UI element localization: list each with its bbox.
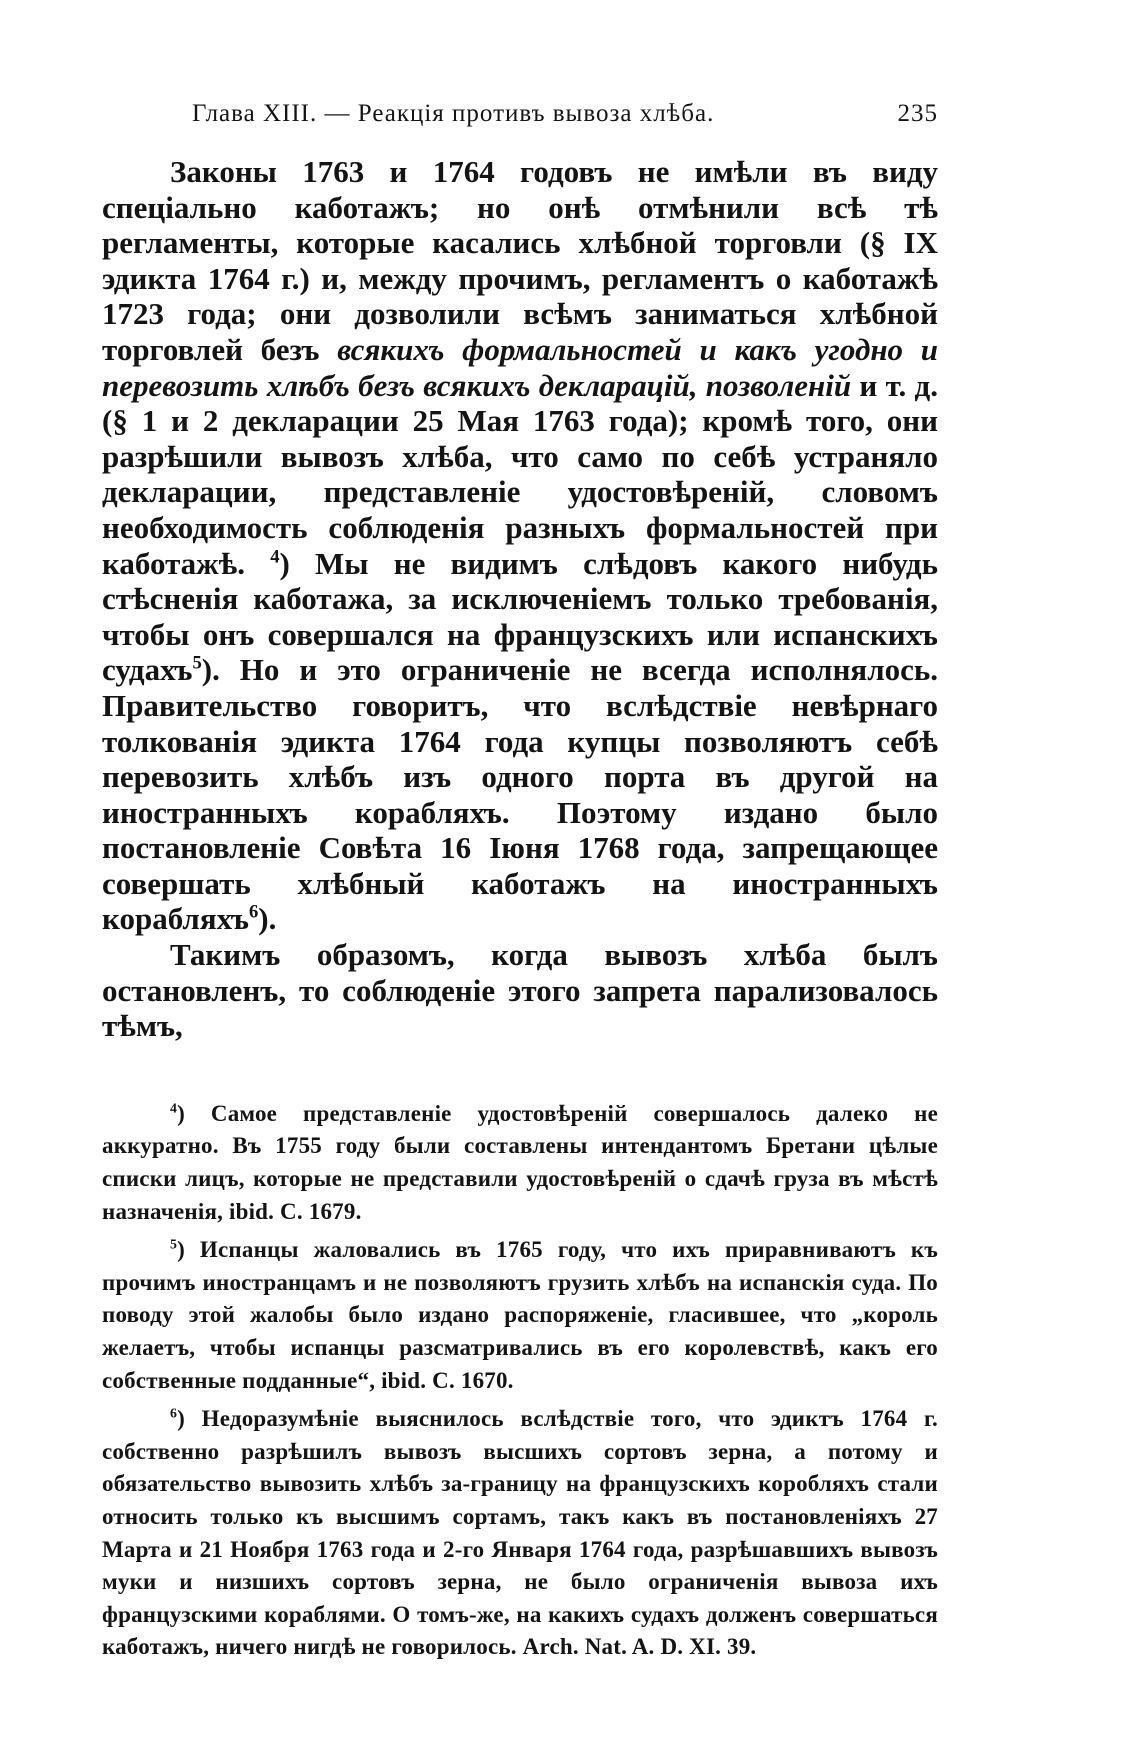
footnote-marker: 4 [170, 1100, 178, 1116]
paragraph-1 [102, 154, 938, 937]
book-page [102, 100, 938, 1670]
paragraph-2: Такимъ образомъ, когда вывозъ хлѣба былъ остановленъ, то соблюденіе этого запрета парализовалось тѣмъ, [102, 937, 938, 1044]
chapter-title: Глава XIII. — Реакція противъ вывоза хлѣба. [192, 100, 715, 127]
main-text [102, 154, 938, 1044]
paragraph-1-part-1: Законы 1763 и 1764 годовъ не имѣли въ виду спеціально каботажъ; но онѣ отмѣнили всѣ тѣ регламенты, которые касались хлѣбной торговли (§ IX эдикта 1764 г.) и, между прочимъ, регламентъ о каботажѣ 1723 года; они дозволили всѣмъ заниматься хлѣбной торговлей безъ [102, 154, 938, 367]
footnote-ref-4: 4 [270, 546, 280, 568]
footnote-marker: 5 [170, 1236, 178, 1252]
footnote-ref-6: 6 [248, 902, 259, 924]
footnote-ref-5: 5 [192, 652, 202, 674]
paragraph-1-part-5: ). [258, 901, 277, 937]
footnotes [102, 1098, 938, 1664]
footnote-text: ) Недоразумѣніе выяснилось вслѣдствіе того, что эдиктъ 1764 г. собственно разрѣшилъ вывозъ высшихъ сортовъ зерна, а потому и обязательство вывозить хлѣбъ за-границу на французскихъ коробляхъ стали относить только къ высшимъ сортамъ, такъ какъ въ постановленіяхъ 27 Марта и 21 Ноября 1763 года и 2-го Января 1764 года, разрѣшавшихъ вывозъ муки и низшихъ сортовъ зерна, не было ограниченія вывоза ихъ французскими кораблями. О томъ-же, на какихъ судахъ долженъ совершаться каботажъ, ничего нигдѣ не говорилось. Arch. Nat. A. D. XI. 39. [102, 1406, 938, 1660]
footnote-text: ) Самое представленіе удостовѣреній совершалось далеко не аккуратно. Въ 1755 году были составлены интендантомъ Бретани цѣлые списки лицъ, которые не представили удостовѣреній о сдачѣ груза въ мѣстѣ назначенія, ibid. C. 1679. [102, 1100, 938, 1224]
page-number: 235 [897, 100, 938, 127]
footnote-5 [102, 1234, 938, 1397]
italic-phrase: всякихъ формальностей и какъ угодно и перевозить хлѣбъ безъ всякихъ декларацій, позволеній [102, 331, 938, 403]
footnote-text: ) Испанцы жаловались въ 1765 году, что ихъ приравниваютъ къ прочимъ иностранцамъ и не позволяютъ грузить хлѣбъ на испанскія суда. По поводу этой жалобы было издано распоряженіе, гласившее, что „король желаетъ, чтобы испанцы разсматривались въ его королевствѣ, какъ его собственные подданные“, ibid. C. 1670. [102, 1237, 938, 1393]
footnote-4 [102, 1098, 938, 1228]
running-header [102, 100, 938, 144]
footnote-6 [102, 1403, 938, 1664]
footnote-marker: 6 [170, 1405, 178, 1421]
paragraph-1-part-4: ). Но и это ограниченіе не всегда исполнялось. Правительство говоритъ, что вслѣдствіе невѣрнаго толкованія эдикта 1764 года купцы позволяютъ себѣ перевозить хлѣбъ изъ одного порта въ другой на иностранныхъ корабляхъ. Поэтому издано было постановленіе Совѣта 16 Іюня 1768 года, запрещающее совершать хлѣбный каботажъ на иностранныхъ корабляхъ [102, 652, 938, 937]
paragraph-1-part-3: ) Мы не видимъ слѣдовъ какого нибудь стѣсненія каботажа, за исключеніемъ только требованія, чтобы онъ совершался на французскихъ или испанскихъ судахъ [102, 545, 938, 688]
paragraph-1-part-2: и т. д. (§ 1 и 2 декларации 25 Мая 1763 года); кромѣ того, они разрѣшили вывозъ хлѣба, что само по себѣ устраняло декларации, представленіе удостовѣреній, словомъ необходимость соблюденія разныхъ формальностей при каботажѣ. [102, 367, 938, 581]
